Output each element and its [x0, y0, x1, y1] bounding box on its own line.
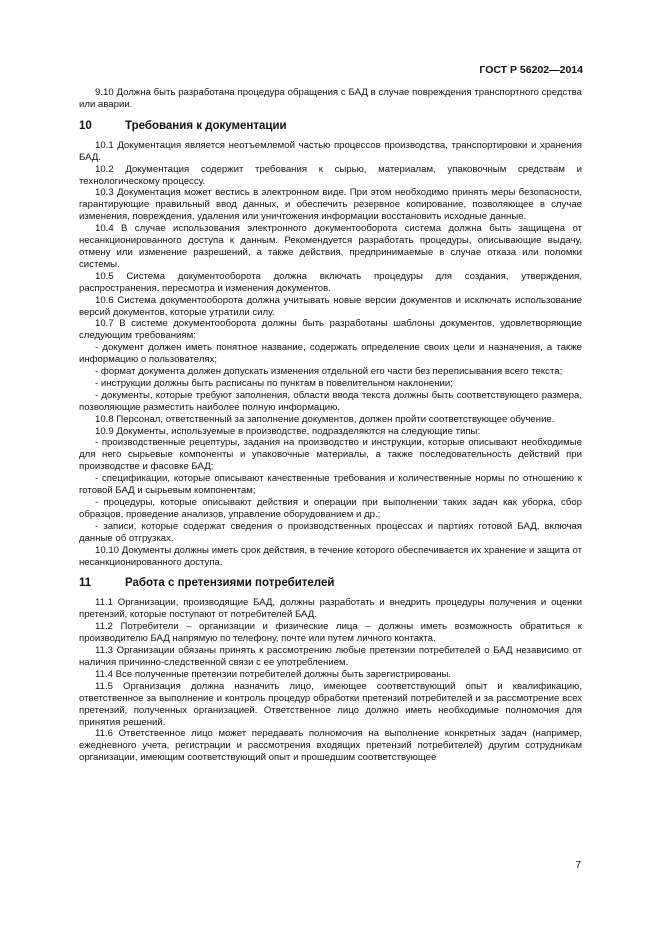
paragraph: 11.5 Организация должна назначить лицо, имеющее соответствующий опыт и квалификацию, ответственное за выполнение и контроль процедур обработки претензий потребителей и за рассмотрение всех претензий, полученных организацией. Ответственное лицо должно иметь необходимые полномочия для принятия решений.	[79, 680, 582, 728]
document-body	[79, 87, 582, 764]
paragraph: - спецификации, которые описывают качественные требования и количественные нормы по отношению к готовой БАД и сырьевым компонентам;	[79, 473, 582, 497]
paragraph: 10.3 Документация может вестись в электронном виде. При этом необходимо принять меры безопасности, гарантирующие правильный ввод данных, и обеспечить резервное копирование, позволяющее в случае изменения, повреждения, удаления или уничтожения информации восстановить исходные данные.	[79, 187, 582, 223]
page-number: 7	[575, 860, 581, 871]
section-title: Требования к документации	[125, 119, 287, 132]
paragraph: 11.6 Ответственное лицо может передавать полномочия на выполнение конкретных задач (например, ежедневного учета, регистрации и рассмотрения входящих претензий потребителей) другим сотрудникам организации, имеющим соответствующий опыт и прошедшим соответствующее	[79, 728, 582, 764]
paragraph: 10.4 В случае использования электронного документооборота система должна быть защищена от несанкционированного доступа к данным. Рекомендуется разработать процедуры, описывающие выдачу, отмену или изменение разрешений, а также действия, предпринимаемые в случае отказа или поломки системы.	[79, 223, 582, 270]
paragraph: 11.1 Организации, производящие БАД, должны разработать и внедрить процедуры получения и оценки претензий, которые поступают от потребителей БАД.	[79, 597, 582, 621]
paragraph: 10.6 Система документооборота должна учитывать новые версии документов и исключать использование версий документов, которые утратили силу.	[79, 294, 582, 318]
paragraph: 11.4 Все полученные претензии потребителей должны быть зарегистрированы.	[95, 668, 452, 680]
paragraph: - инструкции должны быть расписаны по пунктам в повелительном наклонении;	[95, 377, 453, 389]
section-heading	[79, 120, 582, 132]
paragraph: 10.5 Система документооборота должна включать процедуры для создания, утверждения, распространения, пересмотра и изменения документов.	[79, 270, 582, 294]
section-number: 11	[79, 577, 92, 590]
paragraph: 10.1 Документация является неотъемлемой частью процессов производства, транспортировки и хранения БАД.	[79, 139, 582, 163]
section-heading	[79, 577, 582, 589]
paragraph: - документы, которые требуют заполнения, области ввода текста должны быть соответствующего размера, позволяющие разместить наиболее полную информацию.	[79, 389, 582, 413]
paragraph: 10.8 Персонал, ответственный за заполнение документов, должен пройти соответствующее обучение.	[95, 413, 555, 425]
paragraph: - записи, которые содержат сведения о производственных процессах и партиях готовой БАД, включая данные об отгрузках.	[79, 520, 582, 544]
paragraph: 11.2 Потребители – организации и физические лица – должны иметь возможность обратиться к производителю БАД напрямую по телефону, почте или путем личного контакта.	[79, 621, 582, 645]
paragraph: - процедуры, которые описывают действия и операции при выполнении таких задач как уборка, сбор образцов, проведение анализов, управление оборудованием и др.;	[79, 497, 582, 520]
document-code: ГОСТ Р 56202—2014	[479, 64, 583, 76]
paragraph: 9.10 Должна быть разработана процедура обращения с БАД в случае повреждения транспортного средства или аварии.	[79, 87, 582, 110]
paragraph: - формат документа должен допускать изменения отдельной его части без переписывания всего текста;	[95, 366, 563, 378]
paragraph: 10.10 Документы должны иметь срок действия, в течение которого обеспечивается их хранение и защита от несанкционированного доступа.	[79, 544, 582, 568]
paragraph: 10.9 Документы, используемые в производстве, подразделяются на следующие типы:	[95, 425, 481, 437]
paragraph: - документ должен иметь понятное название, содержать определение своих цели и назначения, а также информацию о пользователях;	[79, 342, 582, 366]
section-title: Работа с претензиями потребителей	[125, 577, 335, 590]
paragraph: 10.2 Документация содержит требования к сырью, материалам, упаковочным средствам и технологическому процессу.	[79, 163, 582, 187]
paragraph: 10.7 В системе документооборота должны быть разработаны шаблоны документов, удовлетворяющие следующим требованиям:	[79, 318, 582, 342]
section-number: 10	[79, 119, 92, 132]
paragraph: 11.3 Организации обязаны принять к рассмотрению любые претензии потребителей о БАД независимо от наличия причинно-следственной связи с ее употреблением.	[79, 645, 582, 668]
paragraph: - производственные рецептуры, задания на производство и инструкции, которые описывают необходимые для него сырьевые компоненты и упаковочные материалы, а также последовательность действий при производстве и фасовке БАД;	[79, 437, 582, 473]
